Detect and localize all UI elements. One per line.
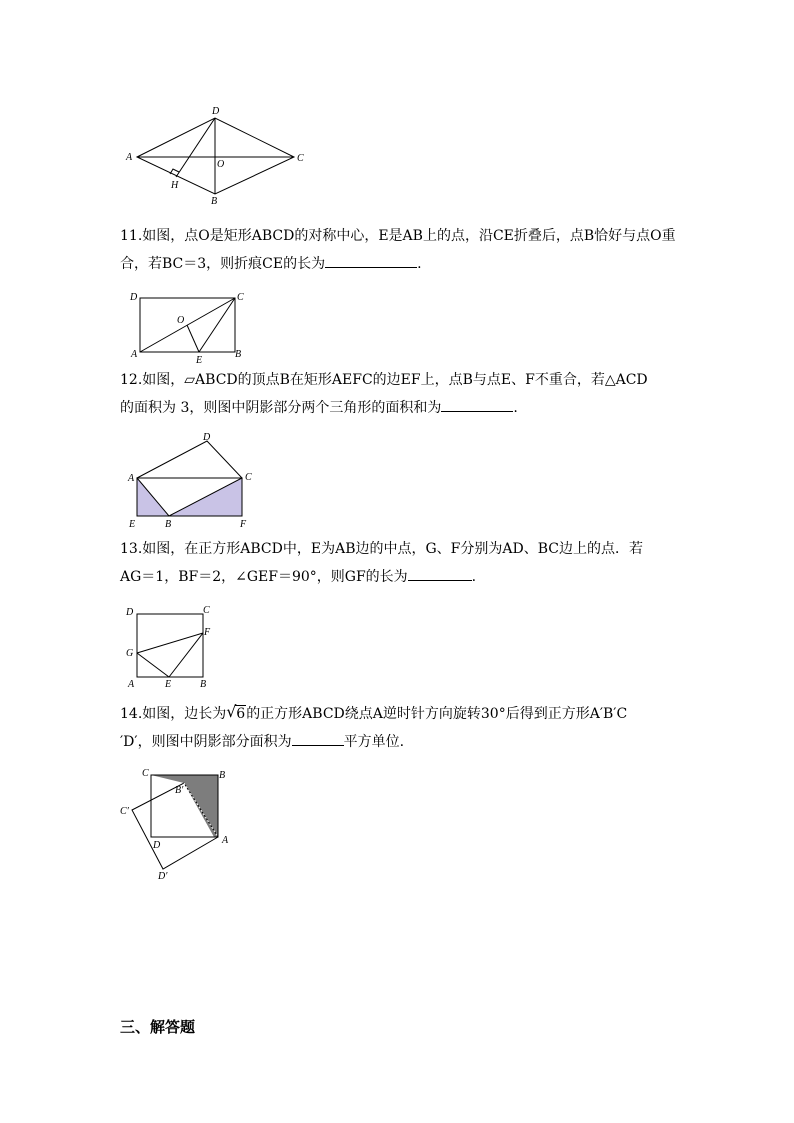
label-e: E [129, 519, 136, 530]
label-d: D [130, 292, 138, 303]
label-d: D [203, 432, 211, 443]
label-c: C [237, 292, 244, 303]
rectangle-fold-figure [120, 287, 260, 367]
label-b: B [235, 349, 242, 360]
segment-oe [187, 325, 199, 352]
q12-line2 [120, 394, 690, 422]
q14-line2 [120, 728, 690, 756]
label-a: A [128, 679, 135, 690]
q12-period: . [513, 400, 518, 416]
q14-text-b: 的正方形ABCD绕点A逆时针方向旋转30°后得到正方形A′B′C [246, 706, 628, 722]
section-title: 三、解答题 [120, 1018, 196, 1036]
question-13 [120, 535, 690, 591]
parallelogram-rectangle-figure [120, 428, 270, 532]
label-c: C [245, 472, 252, 483]
question-11 [120, 222, 690, 278]
label-a: A [131, 349, 138, 360]
label-d-prime: D′ [158, 871, 168, 882]
q14-text-d: 平方单位. [343, 734, 405, 750]
answer-blank-11[interactable] [325, 251, 417, 268]
label-h: H [171, 180, 179, 191]
label-c: C [142, 768, 149, 779]
label-c-prime: C′ [120, 806, 129, 817]
label-e: E [165, 679, 172, 690]
q11-line2 [120, 250, 690, 278]
label-a: A [126, 152, 133, 163]
square-gef-figure [120, 600, 220, 692]
answer-blank-12[interactable] [441, 395, 513, 412]
fold-ce [199, 298, 235, 352]
label-c: C [203, 605, 210, 616]
radical-sign: √ [226, 702, 237, 721]
altitude-dh [176, 118, 215, 177]
answer-blank-14[interactable] [292, 729, 344, 746]
answer-blank-13[interactable] [408, 564, 472, 581]
q13-line2 [120, 563, 690, 591]
q13-text: AG＝1，BF＝2，∠GEF＝90°，则GF的长为 [120, 569, 408, 585]
q11-text: 合，若BC＝3，则折痕CE的长为 [120, 256, 326, 272]
label-f: F [240, 519, 247, 530]
label-d: D [126, 607, 134, 618]
label-o: O [177, 315, 185, 326]
q14-line1 [120, 700, 690, 728]
label-b: B [219, 770, 226, 781]
label-f: F [204, 627, 211, 638]
segment-ge [137, 653, 169, 677]
radicand: 6 [236, 706, 246, 722]
label-c: C [297, 153, 304, 164]
label-a: A [128, 473, 135, 484]
label-o: O [217, 159, 225, 170]
sqrt-expression [226, 700, 246, 728]
q12-text: 的面积为 3，则图中阴影部分两个三角形的面积和为 [120, 400, 442, 416]
label-b: B [200, 679, 207, 690]
question-14 [120, 700, 690, 756]
label-d: D [153, 840, 161, 851]
label-b-prime: B′ [175, 785, 184, 796]
rotated-square-figure [118, 764, 243, 884]
q13-line1: 13.如图，在正方形ABCD中，E为AB边的中点，G、F分别为AD、BC边上的点．若 [120, 541, 643, 557]
label-d: D [212, 106, 220, 117]
q13-period: . [471, 569, 477, 585]
label-g: G [126, 648, 134, 659]
segment-gf [137, 633, 203, 653]
q14-text-c: ′D′，则图中阴影部分面积为 [120, 734, 292, 750]
q11-period: . [417, 256, 422, 272]
q11-line1: 11.如图，点O是矩形ABCD的对称中心，E是AB上的点，沿CE折叠后，点B恰好与点O重 [120, 228, 676, 244]
label-b: B [165, 519, 172, 530]
q12-line1: 12.如图，▱ABCD的顶点B在矩形AEFC的边EF上，点B与点E、F不重合，若△ACD [120, 372, 648, 388]
label-b: B [211, 196, 218, 207]
q14-text-a: 14.如图，边长为 [120, 706, 227, 722]
question-12 [120, 366, 690, 422]
label-e: E [196, 355, 203, 366]
label-a: A [222, 835, 229, 846]
rhombus-figure [120, 100, 320, 210]
segment-ef [169, 633, 203, 677]
